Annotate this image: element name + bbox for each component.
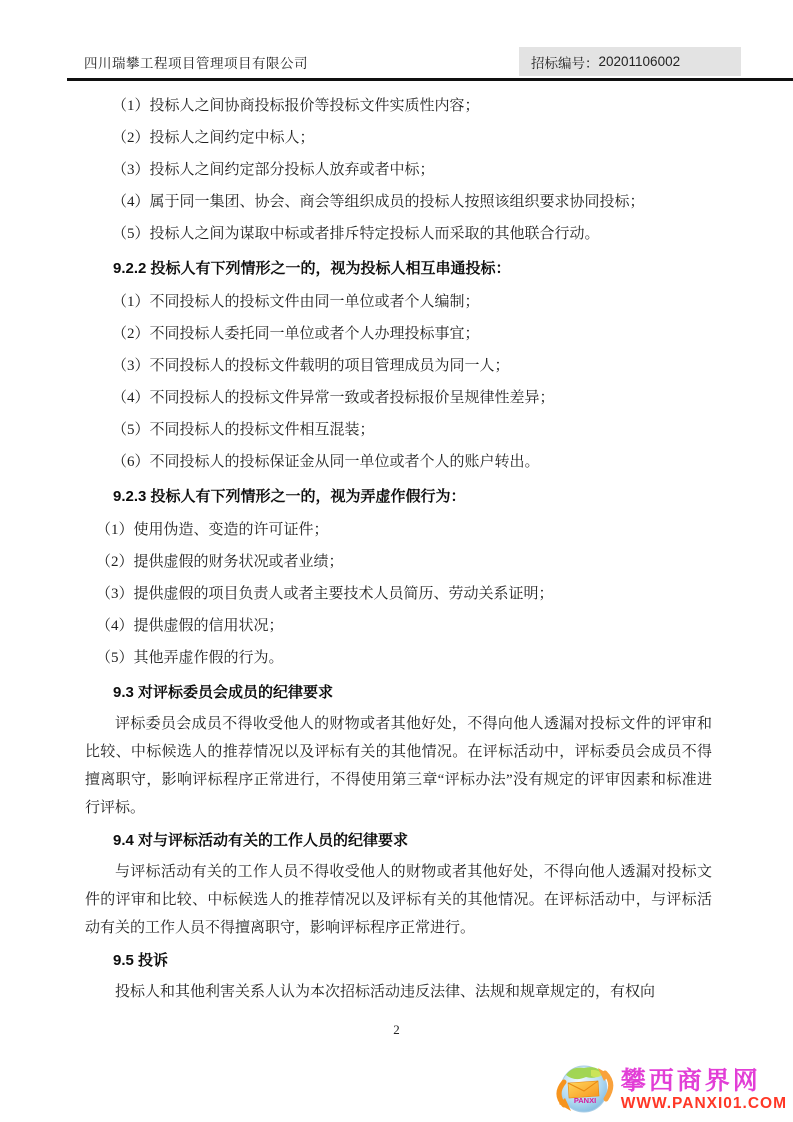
watermark-site-url: WWW.PANXI01.COM [620,1094,787,1112]
section-9-4-paragraph: 与评标活动有关的工作人员不得收受他人的财物或者其他好处，不得向他人透漏对投标文件的评审和比较、中标候选人的推荐情况以及评标有关的其他情况。在评标活动中，与评标活动有关的工作人员不得擅离职守，影响评标程序正常进行。 [85,864,712,936]
panxi-watermark [553,1060,787,1120]
collusion-items-list [85,90,712,250]
list-item: （1）投标人之间协商投标报价等投标文件实质性内容； [112,98,480,114]
header-company-name: 四川瑞攀工程项目管理项目有限公司 [84,56,308,71]
bid-number-label: 招标编号： [531,55,599,71]
list-item: （2）提供虚假的财务状况或者业绩； [96,554,344,570]
section-heading-9-2-3: 9.2.3 投标人有下列情形之一的，视为弄虚作假行为： [113,488,466,505]
header-rule [67,78,793,81]
bid-number-box [519,47,741,76]
list-item: （5）其他弄虚作假的行为。 [96,650,284,666]
fraud-items-list [85,514,712,674]
list-item: （2）不同投标人委托同一单位或者个人办理投标事宜； [112,326,480,342]
list-item: （5）投标人之间为谋取中标或者排斥特定投标人而采取的其他联合行动。 [112,226,600,242]
section-heading-9-2-2: 9.2.2 投标人有下列情形之一的，视为投标人相互串通投标： [113,260,511,277]
deemed-collusion-items-list [85,286,712,478]
list-item: （6）不同投标人的投标保证金从同一单位或者个人的账户转出。 [112,454,540,470]
section-heading-9-4: 9.4 对与评标活动有关的工作人员的纪律要求 [113,832,409,849]
globe-logo-icon [553,1060,617,1120]
logo-panxi-text: PANXI [573,1096,596,1105]
section-9-5-paragraph: 投标人和其他利害关系人认为本次招标活动违反法律、法规和规章规定的，有权向 [115,984,656,1000]
list-item: （4）属于同一集团、协会、商会等组织成员的投标人按照该组织要求协同投标； [112,194,645,210]
list-item: （5）不同投标人的投标文件相互混装； [112,422,375,438]
section-heading-9-5: 9.5 投诉 [113,952,169,969]
watermark-text [621,1068,787,1113]
page-number: 2 [393,1022,400,1037]
section-9-3-paragraph: 评标委员会成员不得收受他人的财物或者其他好处，不得向他人透漏对投标文件的评审和比较、中标候选人的推荐情况以及评标有关的其他情况。在评标活动中，评标委员会成员不得擅离职守，影响评标程序正常进行，不得使用第三章“评标办法”没有规定的评审因素和标准进行评标。 [85,716,712,816]
list-item: （3）不同投标人的投标文件载明的项目管理成员为同一人； [112,358,510,374]
list-item: （2）投标人之间约定中标人； [112,130,315,146]
list-item: （3）投标人之间约定部分投标人放弃或者中标； [112,162,435,178]
section-heading-9-3: 9.3 对评标委员会成员的纪律要求 [113,684,334,701]
document-body [85,90,712,1010]
list-item: （1）使用伪造、变造的许可证件； [96,522,329,538]
bid-number-value: 20201106002 [598,54,681,69]
list-item: （4）提供虚假的信用状况； [96,618,284,634]
list-item: （4）不同投标人的投标文件异常一致或者投标报价呈规律性差异； [112,390,555,406]
watermark-site-name: 攀西商界网 [620,1066,761,1095]
list-item: （1）不同投标人的投标文件由同一单位或者个人编制； [112,294,480,310]
list-item: （3）提供虚假的项目负责人或者主要技术人员简历、劳动关系证明； [96,586,554,602]
